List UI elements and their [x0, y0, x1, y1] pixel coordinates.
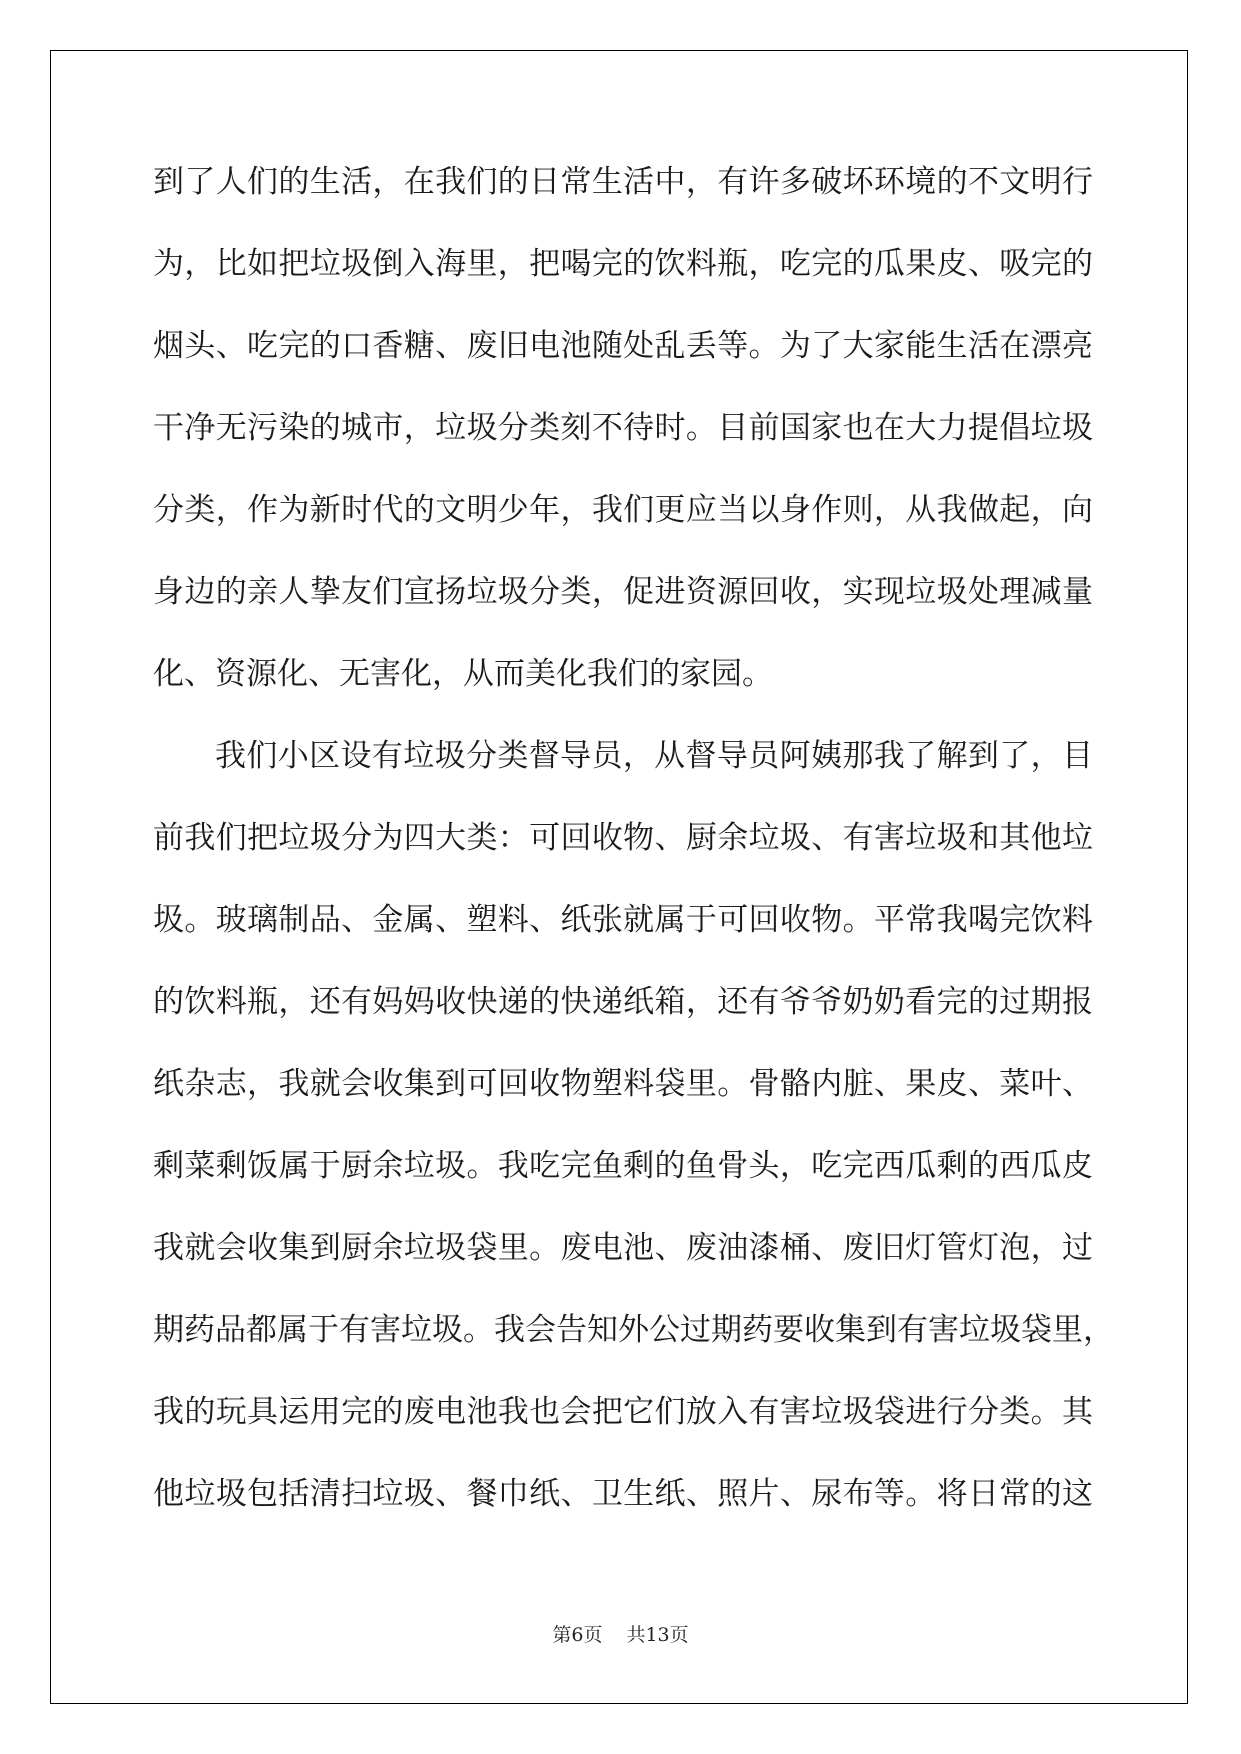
paragraph-2-line-7: 我就会收集到厨余垃圾袋里。废电池、废油漆桶、废旧灯管灯泡，过	[153, 1230, 1093, 1266]
paragraph-2-line-9: 我的玩具运用完的废电池我也会把它们放入有害垃圾袋进行分类。其	[153, 1394, 1093, 1430]
paragraph-2-line-2: 前我们把垃圾分为四大类：可回收物、厨余垃圾、有害垃圾和其他垃	[153, 820, 1093, 856]
page-footer	[0, 1620, 1241, 1647]
paragraph-1-line-6: 身边的亲人挚友们宣扬垃圾分类，促进资源回收，实现垃圾处理减量	[153, 574, 1093, 610]
paragraph-1-line-2: 为，比如把垃圾倒入海里，把喝完的饮料瓶，吃完的瓜果皮、吸完的	[153, 246, 1093, 282]
paragraph-1-line-5: 分类，作为新时代的文明少年，我们更应当以身作则，从我做起，向	[153, 492, 1093, 528]
paragraph-2-line-10: 他垃圾包括清扫垃圾、餐巾纸、卫生纸、照片、尿布等。将日常的这	[153, 1476, 1093, 1512]
paragraph-1-line-4: 干净无污染的城市，垃圾分类刻不待时。目前国家也在大力提倡垃圾	[153, 410, 1093, 446]
page-number: 第6页	[552, 1624, 603, 1646]
paragraph-1-line-1: 到了人们的生活，在我们的日常生活中，有许多破坏环境的不文明行	[153, 164, 1093, 200]
paragraph-1-line-3: 烟头、吃完的口香糖、废旧电池随处乱丢等。为了大家能生活在漂亮	[153, 328, 1093, 364]
paragraph-2-line-3: 圾。玻璃制品、金属、塑料、纸张就属于可回收物。平常我喝完饮料	[153, 902, 1093, 938]
paragraph-2-line-6: 剩菜剩饭属于厨余垃圾。我吃完鱼剩的鱼骨头，吃完西瓜剩的西瓜皮	[153, 1148, 1093, 1184]
paragraph-2-line-5: 纸杂志，我就会收集到可回收物塑料袋里。骨骼内脏、果皮、菜叶、	[153, 1066, 1093, 1102]
document-body	[153, 160, 1114, 1554]
paragraph-2-line-4: 的饮料瓶，还有妈妈收快递的快递纸箱，还有爷爷奶奶看完的过期报	[153, 984, 1093, 1020]
page-total: 共13页	[626, 1624, 689, 1646]
paragraph-2-line-1: 我们小区设有垃圾分类督导员，从督导员阿姨那我了解到了，目	[215, 738, 1093, 774]
paragraph-2-line-8: 期药品都属于有害垃圾。我会告知外公过期药要收集到有害垃圾袋里，	[153, 1312, 1114, 1348]
paragraph-1-line-7: 化、资源化、无害化，从而美化我们的家园。	[153, 656, 773, 692]
